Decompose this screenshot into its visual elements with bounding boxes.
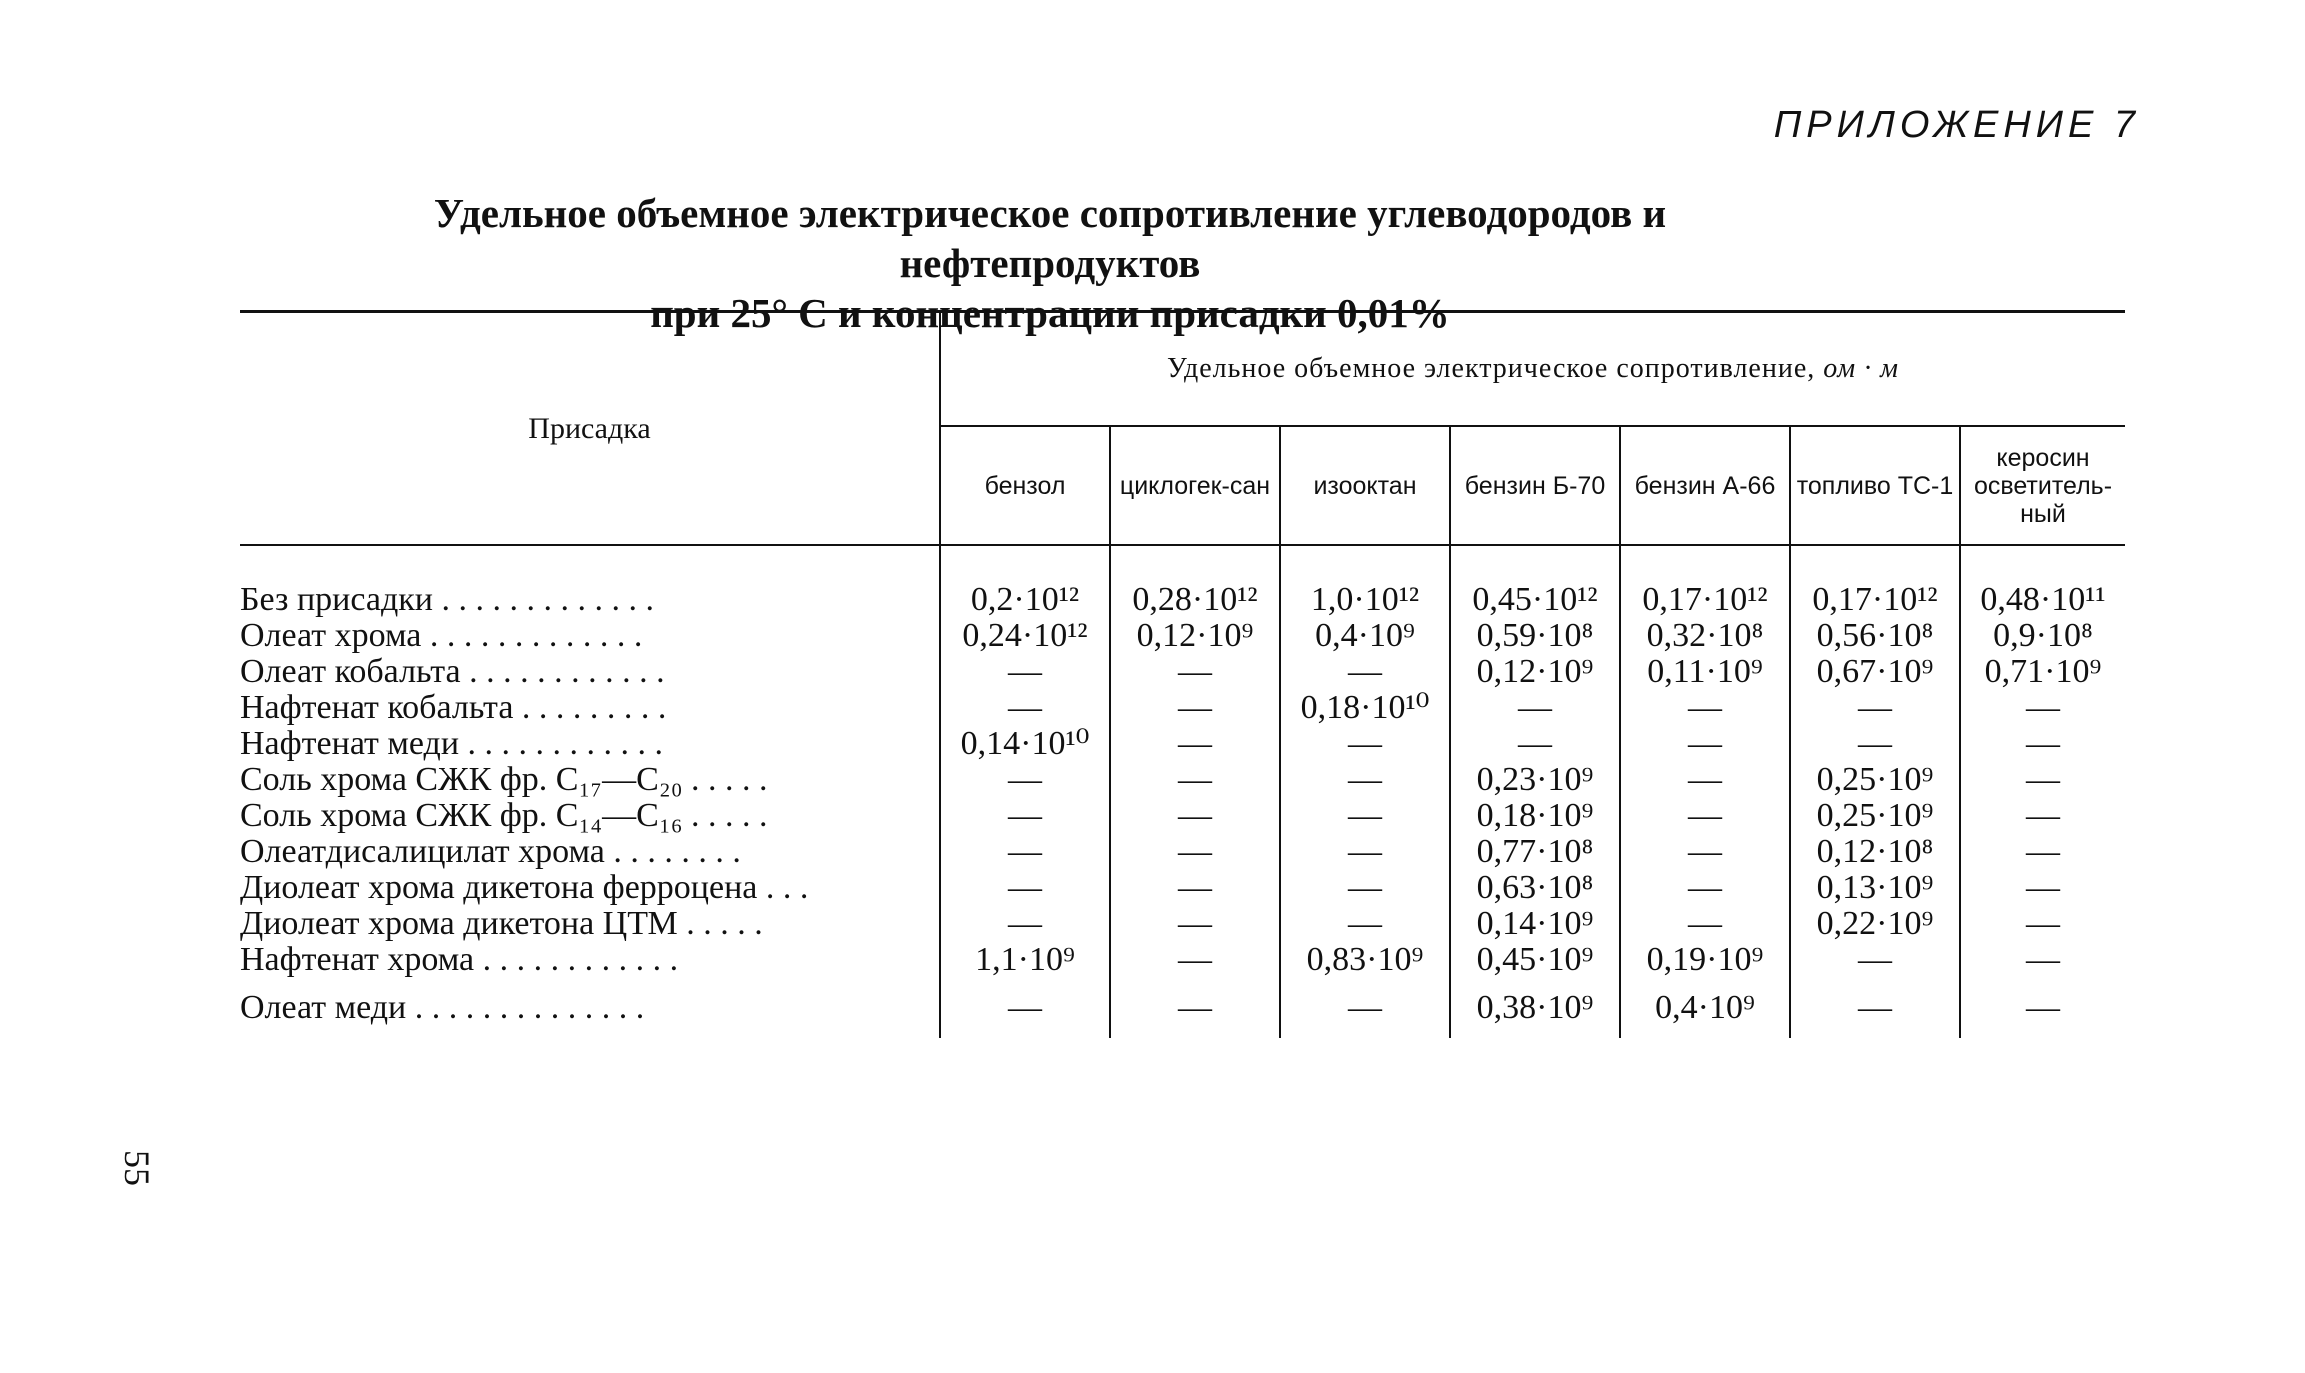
table-cell: — — [2026, 725, 2060, 762]
table-row — [240, 834, 2125, 870]
table-cell: 0,18·10¹⁰ — [1280, 690, 1450, 726]
table-cell: 0,56·10⁸ — [1790, 618, 1960, 654]
table-cell: 0,48·10¹¹ — [1980, 581, 2106, 618]
table-row — [240, 762, 2125, 798]
table-cell: 0,9·10⁸ — [1993, 617, 2093, 654]
title-line-1: Удельное объемное электрическое сопротивление углеводородов и нефтепродуктов — [433, 190, 1667, 286]
column-header: бензин А-66 — [1620, 426, 1790, 545]
additive-name: Без присадки . . . . . . . . . . . . . — [240, 582, 940, 618]
resistivity-table — [240, 310, 2125, 1038]
table-cell: — — [1110, 942, 1280, 978]
table-cell: — — [2026, 941, 2060, 978]
table-cell: — — [1450, 690, 1620, 726]
table-cell: — — [1110, 690, 1280, 726]
table-cell: — — [940, 870, 1110, 906]
table-cell: 0,71·10⁹ — [1984, 653, 2102, 690]
table-cell: 1,1·10⁹ — [940, 942, 1110, 978]
table-cell: 0,25·10⁹ — [1790, 798, 1960, 834]
table-cell: — — [1790, 978, 1960, 1038]
table-cell: — — [1620, 834, 1790, 870]
table-row — [240, 978, 2125, 1038]
page-number: 55 — [117, 1150, 157, 1186]
column-header: керосин осветитель-ный — [1960, 426, 2125, 545]
column-header: бензин Б-70 — [1450, 426, 1620, 545]
table-cell: 0,17·10¹² — [1790, 582, 1960, 618]
table-row — [240, 726, 2125, 762]
group-header-text: Удельное объемное электрическое сопротивление, — [1167, 353, 1816, 384]
table-cell: — — [940, 798, 1110, 834]
table-cell: 0,32·10⁸ — [1620, 618, 1790, 654]
table-cell: — — [1280, 906, 1450, 942]
table-cell: 0,45·10¹² — [1450, 582, 1620, 618]
table-cell: — — [1280, 762, 1450, 798]
table-cell: 0,83·10⁹ — [1280, 942, 1450, 978]
table-cell: — — [940, 834, 1110, 870]
table-cell: 0,12·10⁹ — [1110, 618, 1280, 654]
appendix-label: ПРИЛОЖЕНИЕ 7 — [1773, 104, 2140, 146]
table-cell: 0,14·10⁹ — [1450, 906, 1620, 942]
table-cell: — — [1280, 978, 1450, 1038]
table-cell: 0,11·10⁹ — [1620, 654, 1790, 690]
table-cell: — — [1110, 798, 1280, 834]
table-cell: — — [1620, 690, 1790, 726]
table-cell: — — [2026, 905, 2060, 942]
table-cell: — — [1110, 870, 1280, 906]
additive-name: Нафтенат кобальта . . . . . . . . . — [240, 690, 940, 726]
table-cell: 0,22·10⁹ — [1790, 906, 1960, 942]
table-cell: — — [1280, 870, 1450, 906]
table-cell: — — [1450, 726, 1620, 762]
table-cell: — — [940, 978, 1110, 1038]
table-cell: — — [1620, 762, 1790, 798]
table-cell: — — [1110, 726, 1280, 762]
table-cell: — — [1280, 726, 1450, 762]
table-cell: — — [1110, 762, 1280, 798]
table-cell: 0,12·10⁸ — [1790, 834, 1960, 870]
additive-name: Соль хрома СЖК фр. C₁₄—C₁₆ . . . . . — [240, 798, 940, 834]
additive-name: Олеатдисалицилат хрома . . . . . . . . — [240, 834, 940, 870]
table-cell: — — [2026, 989, 2060, 1026]
table-cell: 0,38·10⁹ — [1450, 978, 1620, 1038]
table-row — [240, 870, 2125, 906]
table-cell: 0,19·10⁹ — [1620, 942, 1790, 978]
column-header: топливо ТС-1 — [1790, 426, 1960, 545]
table-cell: 0,17·10¹² — [1620, 582, 1790, 618]
table-row — [240, 906, 2125, 942]
table-cell: 0,4·10⁹ — [1620, 978, 1790, 1038]
table-cell: 0,59·10⁸ — [1450, 618, 1620, 654]
table-row — [240, 798, 2125, 834]
table-row — [240, 942, 2125, 978]
table-cell: 0,45·10⁹ — [1450, 942, 1620, 978]
table-row — [240, 654, 2125, 690]
table-cell: — — [1790, 942, 1960, 978]
table-cell: 1,0·10¹² — [1280, 582, 1450, 618]
additive-name: Диолеат хрома дикетона ЦТМ . . . . . — [240, 906, 940, 942]
table-cell: 0,28·10¹² — [1110, 582, 1280, 618]
table-cell: — — [1110, 654, 1280, 690]
table-cell: — — [2026, 689, 2060, 726]
table-cell: — — [1790, 690, 1960, 726]
table-cell: — — [1280, 798, 1450, 834]
table-cell: — — [940, 654, 1110, 690]
table-cell: — — [1620, 870, 1790, 906]
table-row — [240, 618, 2125, 654]
table-cell: — — [2026, 869, 2060, 906]
table-cell: 0,67·10⁹ — [1790, 654, 1960, 690]
additive-name: Олеат меди . . . . . . . . . . . . . . — [240, 978, 940, 1038]
title-line-2: при 25° С и концентрации присадки 0,01% — [650, 290, 1450, 336]
table-cell: 0,13·10⁹ — [1790, 870, 1960, 906]
additive-name: Нафтенат хрома . . . . . . . . . . . . — [240, 942, 940, 978]
table-cell: 0,4·10⁹ — [1280, 618, 1450, 654]
additive-name: Диолеат хрома дикетона ферроцена . . . — [240, 870, 940, 906]
table-cell: — — [2026, 797, 2060, 834]
table-cell: 0,12·10⁹ — [1450, 654, 1620, 690]
table-cell: — — [2026, 761, 2060, 798]
stub-header: Присадка — [240, 312, 940, 546]
table-row — [240, 690, 2125, 726]
table-cell: — — [1110, 906, 1280, 942]
table-cell: — — [2026, 833, 2060, 870]
table-cell: — — [1620, 906, 1790, 942]
group-header — [940, 312, 2125, 427]
table-cell: 0,25·10⁹ — [1790, 762, 1960, 798]
table-cell: — — [940, 690, 1110, 726]
table-cell: 0,23·10⁹ — [1450, 762, 1620, 798]
column-header: циклогек-сан — [1110, 426, 1280, 545]
table-cell: — — [1280, 834, 1450, 870]
additive-name: Нафтенат меди . . . . . . . . . . . . — [240, 726, 940, 762]
additive-name: Олеат хрома . . . . . . . . . . . . . — [240, 618, 940, 654]
table-cell: — — [1620, 726, 1790, 762]
table-row — [240, 582, 2125, 618]
table-cell: 0,77·10⁸ — [1450, 834, 1620, 870]
table-cell: 0,18·10⁹ — [1450, 798, 1620, 834]
table-cell: 0,2·10¹² — [940, 582, 1110, 618]
table-cell: — — [1280, 654, 1450, 690]
table-cell: — — [940, 762, 1110, 798]
table-cell: — — [1110, 978, 1280, 1038]
additive-name: Олеат кобальта . . . . . . . . . . . . — [240, 654, 940, 690]
table-cell: 0,14·10¹⁰ — [940, 726, 1110, 762]
group-header-unit: ом · м — [1823, 353, 1899, 384]
additive-name: Соль хрома СЖК фр. C₁₇—C₂₀ . . . . . — [240, 762, 940, 798]
column-header: бензол — [940, 426, 1110, 545]
table-cell: — — [1110, 834, 1280, 870]
table-cell: — — [1790, 726, 1960, 762]
column-header: изооктан — [1280, 426, 1450, 545]
table-cell: 0,63·10⁸ — [1450, 870, 1620, 906]
table-cell: — — [1620, 798, 1790, 834]
table-cell: 0,24·10¹² — [940, 618, 1110, 654]
table-cell: — — [940, 906, 1110, 942]
